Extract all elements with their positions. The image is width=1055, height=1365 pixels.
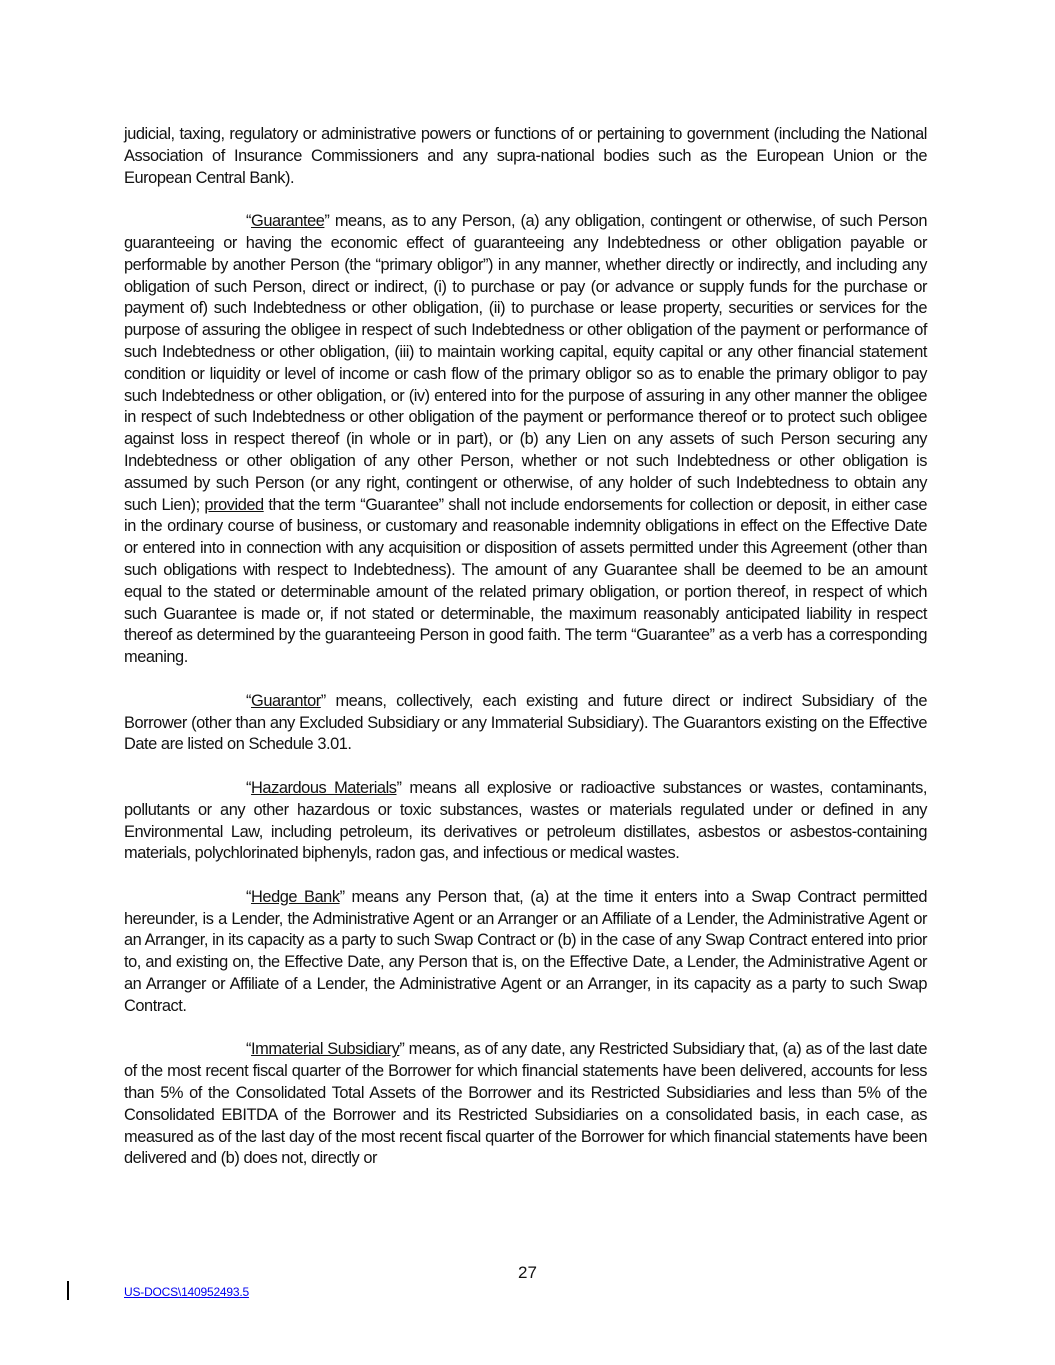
open-quote: “	[246, 691, 252, 710]
definition-guarantee	[124, 211, 927, 669]
defined-term-hedge-bank: Hedge Bank	[251, 887, 340, 906]
document-body	[124, 124, 927, 1192]
definition-text: means, as of any date, any Restricted Subsidiary that, (a) as of the last date of the most recent fiscal quarter of the Borrower for which financial statements have been delivered, accounts for less than 5% of the Consolidated Total Assets of the Borrower and its Restricted Subsidiaries and less than 5% of the Consolidated EBITDA of the Borrower and its Restricted Subsidiaries on a consolidated basis, in each case, as measured as of the last day of the most recent fiscal quarter of the Borrower for which financial statements have been delivered and (b) does not, directly or	[124, 1040, 927, 1168]
definition-text: means all explosive or radioactive substances or wastes, contaminants, pollutants or any other hazardous or toxic substances, wastes or materials regulated under or defined in any Environmental Law, including petroleum, its derivatives or petroleum distillates, asbestos or asbestos-containing materials, polychlorinated biphenyls, radon gas, and infectious or medical wastes.	[124, 778, 927, 863]
document-id-link[interactable]: US-DOCS\140952493.5	[124, 1285, 249, 1299]
open-quote: “	[246, 1040, 252, 1059]
defined-term-guarantee: Guarantee	[251, 212, 325, 231]
definition-guarantor	[124, 691, 927, 756]
definition-immaterial-subsidiary	[124, 1039, 927, 1170]
open-quote: “	[246, 778, 252, 797]
defined-term-guarantor: Guarantor	[251, 691, 321, 710]
definition-text-part-1: means, as to any Person, (a) any obligation, contingent or otherwise, of such Person guaranteeing or having the economic effect of guaranteeing any Indebtedness or other obligation payable or performable by another Person (the “primary obligor”) in any manner, whether directly or indirectly, and including any obligation of such Person, direct or indirect, (i) to purchase or pay (or advance or supply funds for the purchase or payment of) such Indebtedness or other obligation, (ii) to purchase or lease property, securities or services for the purpose of assuring the obligee in respect of such Indebtedness or other obligation of the payment or performance of such Indebtedness or other obligation, (iii) to maintain working capital, equity capital or any other financial statement condition or liquidity or level of income or cash flow of the primary obligor so as to enable the primary obligor to pay such Indebtedness or other obligation, or (iv) entered into for the purpose of assuring in any other manner the obligee in respect of such Indebtedness or other obligation of the payment or performance thereof or to protect such obligee against loss in respect thereof (in whole or in part), or (b) any Lien on any assets of such Person securing any Indebtedness or other obligation of any other Person, whether or not such Indebtedness or other obligation is assumed by such Person (or any right, contingent or otherwise, of any holder of such Indebtedness to obtain any such Lien);	[124, 212, 927, 514]
page-number: 27	[518, 1263, 537, 1282]
close-quote: ”	[339, 887, 345, 906]
revision-change-bar	[67, 1281, 69, 1300]
definition-text-part-2: that the term “Guarantee” shall not include endorsements for collection or deposit, in either case in the ordinary course of business, or customary and reasonable indemnity obligations in effect on the Effective Date or entered into in connection with any acquisition or disposition of assets permitted under this Agreement (other than such obligations with respect to Indebtedness). The amount of any Guarantee shall be deemed to be an amount equal to the stated or determinable amount of the related primary obligation, or portion thereof, in respect of which such Guarantee is made or, if not stated or determinable, the maximum reasonably anticipated liability in respect thereof as determined by the guaranteeing Person in good faith. The term “Guarantee” as a verb has a corresponding meaning.	[124, 495, 927, 667]
defined-term-immaterial-subsidiary: Immaterial Subsidiary	[251, 1040, 400, 1059]
definition-text: means any Person that, (a) at the time it enters into a Swap Contract permitted hereunder, is a Lender, the Administrative Agent or an Arranger or an Affiliate of a Lender, the Administrative Agent or an Arranger, in its capacity as a party to such Swap Contract or (b) in the case of any Swap Contract entered into prior to, and existing on, the Effective Date, any Person that is, on the Effective Date, a Lender, the Administrative Agent or an Arranger or Affiliate of a Lender, the Administrative Agent or an Arranger, in its capacity as a party to such Swap Contract.	[124, 887, 927, 1015]
open-quote: “	[246, 887, 252, 906]
definition-hedge-bank	[124, 887, 927, 1018]
paragraph-government-continued: judicial, taxing, regulatory or administrative powers or functions of or pertaining to government (including the National Association of Insurance Commissioners and any supra-national bodies such as the European Union or the European Central Bank).	[124, 125, 927, 187]
definition-text: means, collectively, each existing and future direct or indirect Subsidiary of the Borrower (other than any Excluded Subsidiary or any Immaterial Subsidiary). The Guarantors existing on the Effective Date are listed on Schedule 3.01.	[124, 691, 927, 754]
provided-underlined: provided	[204, 495, 264, 514]
definition-hazardous-materials	[124, 778, 927, 865]
close-quote: ”	[324, 212, 330, 231]
close-quote: ”	[396, 778, 402, 797]
defined-term-hazardous-materials: Hazardous Materials	[251, 778, 397, 797]
close-quote: ”	[399, 1040, 405, 1059]
close-quote: ”	[320, 691, 326, 710]
open-quote: “	[246, 212, 252, 231]
